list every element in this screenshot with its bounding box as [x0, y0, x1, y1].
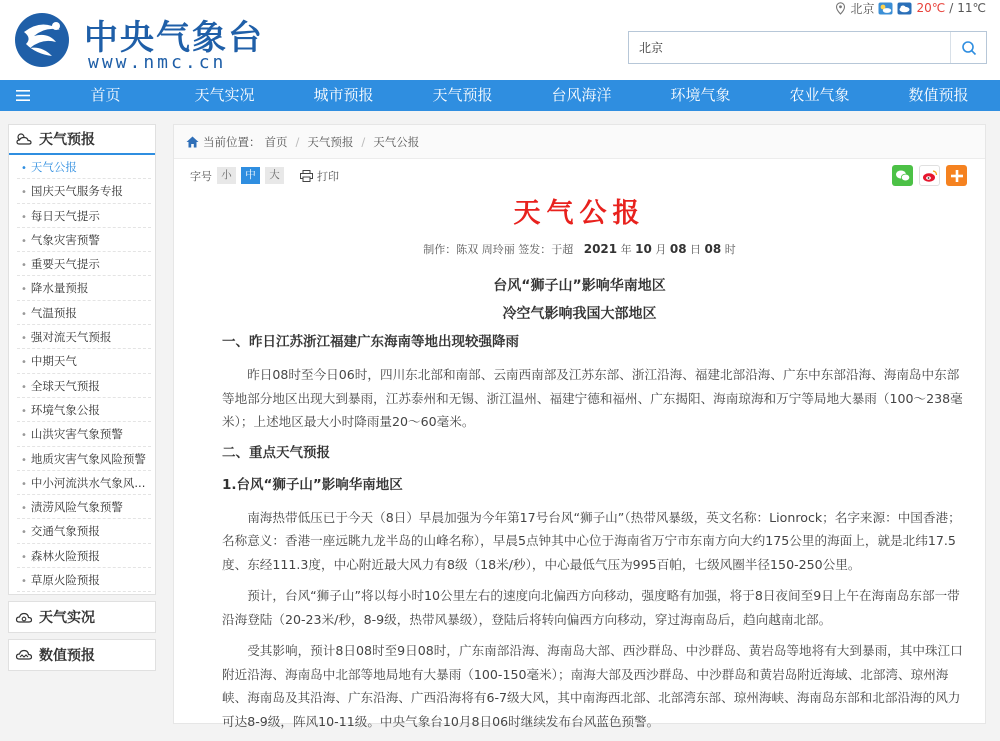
sidebar-item[interactable]: • 中期天气 — [17, 349, 151, 373]
article-subtitle-2: 冷空气影响我国大部地区 — [502, 306, 657, 322]
sidebar-group-header[interactable] — [9, 125, 155, 155]
article-body — [222, 331, 968, 741]
paragraph: 昨日08时至今日06时，四川东北部和南部、云南西南部及江苏东部、浙江沿海、福建北部沿海、广东中东部沿海、海南岛中东部等地部分地区出现大到暴雨，江苏泰州和无锡、浙江温州、福建宁德和福州、广东揭阳、海南琼海和万宁等局地大暴雨（100～238毫米）；上述地区最大小时降雨量20～60毫米。 — [222, 367, 963, 429]
sidebar-list — [9, 155, 155, 594]
site-logo[interactable] — [12, 6, 264, 76]
sidebar-item[interactable]: • 地质灾害气象风险预警 — [17, 447, 151, 471]
logo-url: www.nmc.cn — [88, 52, 227, 73]
byline-day: 08 — [669, 242, 687, 256]
breadcrumb: 当前位置： 首页 / 天气预报 / 天气公报 — [174, 125, 985, 159]
font-size-label: 字号 — [190, 169, 212, 183]
nav-item-home[interactable]: 首页 — [90, 86, 121, 104]
weibo-icon — [922, 169, 938, 183]
more-share-button[interactable] — [946, 165, 967, 186]
home-icon — [186, 136, 199, 148]
nav-item-numerical[interactable]: 数值预报 — [908, 86, 969, 104]
cloud-wave-icon — [15, 648, 33, 662]
breadcrumb-item-home[interactable]: 首页 — [264, 134, 288, 149]
cma-logo-icon — [12, 10, 76, 70]
temp-low: 11℃ — [957, 1, 986, 15]
sidebar-item[interactable]: • 中小河流洪水气象风... — [17, 471, 151, 495]
main-nav — [0, 80, 1000, 111]
breadcrumb-item-current: 天气公报 — [373, 134, 420, 149]
search-icon — [961, 40, 977, 56]
section-heading: 一、昨日江苏浙江福建广东海南等地出现较强降雨 — [222, 334, 519, 350]
subsection-heading: 1.台风“狮子山”影响华南地区 — [222, 476, 403, 493]
sidebar-item[interactable]: • 每日天气提示 — [17, 204, 151, 228]
nav-item-environment[interactable]: 环境气象 — [670, 86, 731, 104]
sidebar-item[interactable]: • 气温预报 — [17, 301, 151, 325]
article-subtitle-1: 台风“狮子山”影响华南地区 — [493, 278, 666, 294]
font-size-medium-button[interactable]: 中 — [241, 167, 260, 184]
sidebar-group-title: 天气实况 — [39, 610, 95, 627]
cloud-gear-icon — [15, 610, 33, 624]
byline-year: 2021 — [583, 242, 618, 256]
sidebar-item-bulletin[interactable]: • 天气公报 — [17, 155, 151, 179]
sidebar-item[interactable]: • 重要天气提示 — [17, 252, 151, 276]
sidebar — [8, 124, 156, 677]
article-title: 天气公报 — [513, 198, 646, 229]
font-size-small-button[interactable]: 小 — [217, 167, 236, 184]
partly-cloudy-icon — [878, 2, 893, 15]
weibo-share-button[interactable] — [919, 165, 940, 186]
sidebar-group-numerical — [8, 639, 156, 671]
cloudy-icon — [897, 2, 912, 15]
sidebar-item[interactable]: • 渍涝风险气象预警 — [17, 495, 151, 519]
search-button[interactable] — [950, 32, 986, 63]
current-weather[interactable] — [835, 0, 986, 16]
paragraph: 受其影响，预计8日08时至9日08时，广东南部沿海、海南岛大部、西沙群岛、中沙群岛、黄岩岛等地将有大到暴雨，其中珠江口附近沿海、海南岛中北部等地局地有大暴雨（100-150毫米）；南海大部及西沙群岛、中沙群岛和黄岩岛附近海域、北部湾、琼州海峡、海南岛及其沿海、广东沿海、广西沿海将有6-7级大风，其中南海西北部、北部湾东部、琼州海峡、海南岛东部和北部沿海的风力可达8-9级，阵风10-11级。中央气象台10月8日06时继续发布台风蓝色预警。 — [222, 643, 963, 729]
search-box — [628, 31, 987, 64]
breadcrumb-item-forecast[interactable]: 天气预报 — [307, 134, 354, 149]
sidebar-item[interactable]: • 交通气象预报 — [17, 519, 151, 543]
share-buttons — [892, 165, 967, 186]
content-panel — [173, 124, 986, 729]
byline-makers: 陈双 周玲丽 — [456, 243, 515, 256]
breadcrumb-label: 当前位置： — [203, 134, 261, 149]
location-pin-icon — [835, 2, 846, 15]
sidebar-group-header[interactable] — [9, 640, 155, 670]
nav-item-agriculture[interactable]: 农业气象 — [789, 86, 850, 104]
section-heading: 二、重点天气预报 — [222, 444, 330, 461]
sidebar-item[interactable]: • 森林火险预报 — [17, 544, 151, 568]
sidebar-item[interactable]: • 全球天气预报 — [17, 374, 151, 398]
nav-menu-button[interactable] — [0, 80, 46, 111]
sidebar-group-title: 数值预报 — [39, 648, 95, 665]
byline-month-unit: 月 — [655, 243, 667, 256]
byline-signer: 于超 — [551, 243, 574, 256]
sidebar-item[interactable]: • 草原火险预报 — [17, 568, 151, 592]
weather-city: 北京 — [850, 1, 875, 16]
temp-high: 20℃ — [916, 1, 946, 15]
sidebar-item[interactable]: • 降水量预报 — [17, 276, 151, 300]
site-header — [0, 0, 1000, 80]
sidebar-item[interactable]: • 山洪灾害气象预警 — [17, 422, 151, 446]
search-input[interactable] — [629, 32, 949, 63]
paragraph: 预计，台风“狮子山”将以每小时10公里左右的速度向北偏西方向移动，强度略有加强，将于8日夜间至9日上午在海南岛东部一带沿海登陆（20-23米/秒，8-9级，热带风暴级），登陆后将转向偏西方向移动，穿过海南岛后，趋向越南北部。 — [222, 588, 960, 627]
sidebar-group-forecast — [8, 124, 156, 595]
byline-year-unit: 年 — [620, 243, 632, 256]
nav-item-city-forecast[interactable]: 城市预报 — [313, 86, 374, 104]
byline-sign-label: 签发： — [518, 243, 552, 256]
printer-icon — [300, 170, 313, 182]
menu-icon — [16, 90, 30, 101]
byline-hour: 08 — [704, 242, 722, 256]
font-size-large-button[interactable]: 大 — [265, 167, 284, 184]
article-byline — [174, 241, 985, 257]
plus-icon — [950, 169, 964, 183]
wechat-icon — [895, 169, 911, 183]
logo-title: 中央气象台 — [84, 18, 264, 58]
nav-item-observation[interactable]: 天气实况 — [194, 86, 255, 104]
sidebar-item[interactable]: • 强对流天气预报 — [17, 325, 151, 349]
sidebar-group-observation — [8, 601, 156, 633]
print-label: 打印 — [317, 169, 339, 183]
print-button[interactable] — [300, 168, 339, 184]
byline-month: 10 — [635, 242, 652, 256]
temp-sep: / — [949, 1, 954, 15]
byline-day-unit: 日 — [690, 243, 702, 256]
byline-hour-unit: 时 — [724, 243, 736, 256]
nav-item-typhoon-ocean[interactable]: 台风海洋 — [551, 86, 612, 104]
article-tools — [190, 167, 339, 184]
sidebar-group-header[interactable] — [9, 602, 155, 632]
cloud-sun-icon — [15, 132, 33, 146]
wechat-share-button[interactable] — [892, 165, 913, 186]
sidebar-item[interactable]: • 国庆天气服务专报 — [17, 179, 151, 203]
sidebar-item[interactable]: • 气象灾害预警 — [17, 228, 151, 252]
byline-make-label: 制作： — [423, 243, 457, 256]
nav-item-weather-forecast[interactable]: 天气预报 — [432, 86, 493, 104]
paragraph: 南海热带低压已于今天（8日）早晨加强为今年第17号台风“狮子山”（热带风暴级，英文名称：Lionrock；名字来源：中国香港；名称意义：香港一座远眺九龙半岛的山峰名称），早晨5点钟其中心位于海南省万宁市东南方向大约175公里的海面上，就是北纬17.5度、东经111.3度，中心附近最大风力有8级（18米/秒），中心最低气压为995百帕，七级风圈半径150-250公里。 — [222, 509, 961, 572]
sidebar-group-title: 天气预报 — [39, 132, 95, 148]
sidebar-item[interactable]: • 环境气象公报 — [17, 398, 151, 422]
